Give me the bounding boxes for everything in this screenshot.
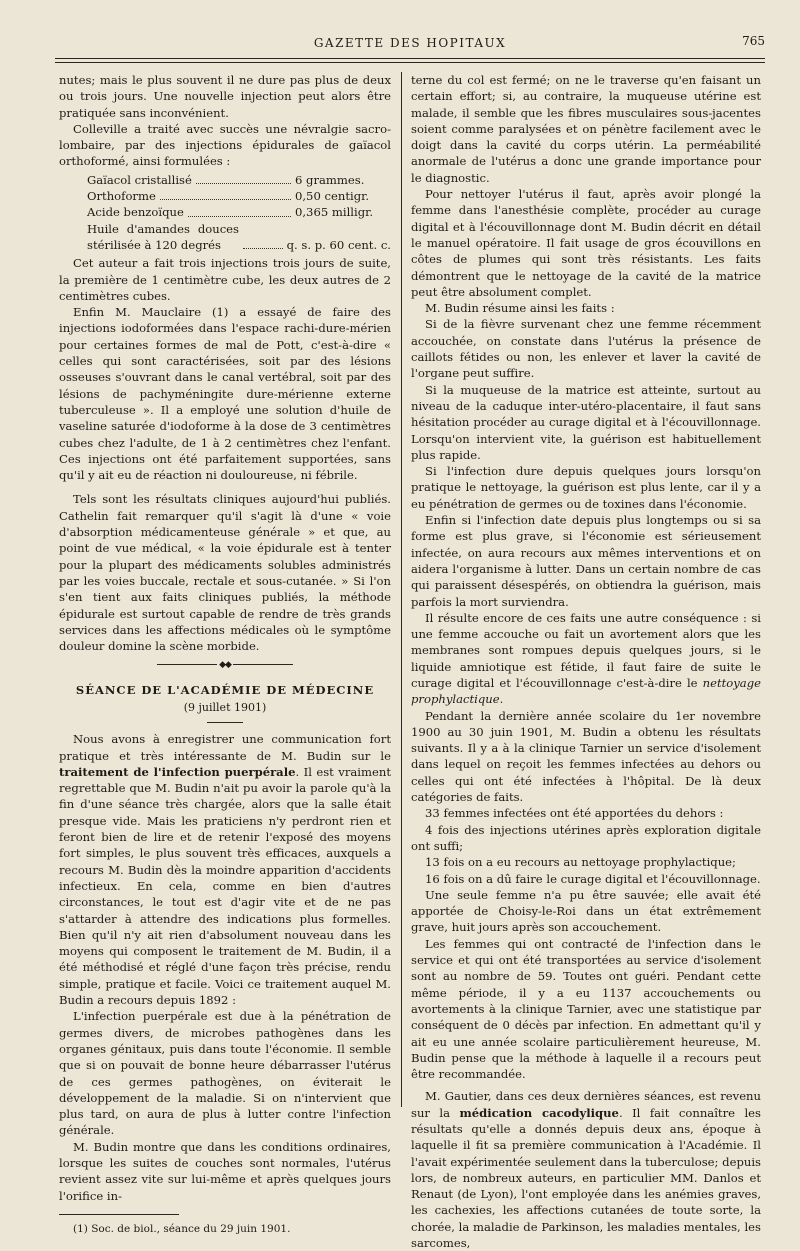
ingredient-quantity: 0,50 centigr. <box>295 189 370 204</box>
footnote-rule <box>59 1214 179 1215</box>
paragraph: 33 femmes infectées ont été apportées du dehors : <box>425 806 724 821</box>
paragraph: 16 fois on a dû faire le curage digital et l'écouvillonnage. <box>425 871 761 886</box>
left-column <box>59 72 391 1237</box>
paragraph: 4 fois des injections utérines après exploration digitale ont suffi; <box>411 822 761 853</box>
section-title: SÉANCE DE L'ACADÉMIE DE MÉDECINE <box>75 682 375 697</box>
paragraph: M. Budin résume ainsi les faits : <box>425 301 615 316</box>
running-title: GAZETTE DES HOPITAUX <box>313 36 507 50</box>
ingredient-name: Acide benzoïque <box>87 205 184 220</box>
paragraph: terne du col est fermé; on ne le traverse qu'en faisant un certain effort; si, au contraire, la muqueuse utérine est malade, il semble que les fibres musculaires sous-jacentes soient comme paralysées et on pénètre facilement avec le doigt dans la cavité du corps utérin. La perméabilité anormale de l'utérus a donc une grande importance pour le diagnostic. <box>411 73 761 185</box>
bold-term: médication cacodylique <box>459 1105 619 1120</box>
ingredient-quantity: 6 grammes. <box>295 172 365 187</box>
paragraph: Si de la fièvre survenant chez une femme récemment accouchée, on constate dans l'utérus la présence de caillots fétides ou non, les enlever et laver la cavité de l'organe peut suffire. <box>411 317 761 381</box>
text-run: Il résulte encore de ces faits une autre conséquence : si une femme accouche ou fait un avortement alors que les membranes sont rompues depuis quelques jours, si le liquide amniotique est fétide, il faut faire de suite le curage digital et l'écouvillonnage c'est-à-dire le <box>411 610 761 690</box>
paragraph: Enfin si l'infection date depuis plus longtemps ou si sa forme est plus grave, si l'économie est sérieusement infectée, on aura recours aux mêmes interventions et on aidera l'organisme à lutter. Dans un certain nombre de cas qui paraissent désespérés, on obtiendra la guérison, mais parfois la mort surviendra. <box>411 513 761 609</box>
leader-dots <box>196 172 291 184</box>
ingredient-name: Gaïacol cristallisé <box>87 172 192 187</box>
paragraph: nutes; mais le plus souvent il ne dure pas plus de deux ou trois jours. Une nouvelle injection peut alors être pratiquée sans inconvénient. <box>59 73 391 120</box>
formula-row <box>87 204 391 220</box>
leader-dots <box>243 248 283 249</box>
section-date: (9 juillet 1901) <box>183 700 267 714</box>
header-rule-top <box>55 58 765 59</box>
text-run: . Il fait connaître les résultats qu'elle a donnés depuis deux ans, époque à laquelle il fit sa première communication à l'Académie. Il l'avait expérimentée seulement dans la tuberculose; depuis lors, de nombreux auteurs, en particulier MM. Danlos et Renaut (de Lyon), l'ont employée dans les anémies graves, les cachexies, les affections cutanées de toute sorte, la chorée, la maladie de Parkinson, les maladies mentales, les sarcomes, <box>411 1105 761 1251</box>
bold-term: traitement de l'infection puerpérale <box>59 764 296 779</box>
text-run: Nous avons à enregistrer une communication fort pratique et très intéressante de M. Budin sur le <box>59 732 391 763</box>
ingredient-quantity: 0,365 milligr. <box>295 205 374 220</box>
page-header <box>55 34 765 54</box>
paragraph: 13 fois on a eu recours au nettoyage prophylactique; <box>425 855 736 870</box>
paragraph <box>59 731 391 1008</box>
ingredient-quantity: q. s. p. 60 cent. c. <box>286 237 391 252</box>
ingredient-name: Orthoforme <box>87 189 156 204</box>
paragraph: Tels sont les résultats cliniques aujourd'hui publiés. Cathelin fait remarquer qu'il s'agit là d'une « voie d'absorption médicamenteuse générale » et que, au point de vue médical, « la voie épidurale est à tenter pour la plupart des médicaments solubles administrés par les voies buccale, rectale et sous-cutanée. » Si l'on s'en tient aux faits cliniques publiés, la méthode épidurale est surtout capable de rendre de très grands services dans les affections médicales où le symptôme douleur domine la scène morbide. <box>59 492 391 654</box>
paragraph: Enfin M. Mauclaire (1) a essayé de faire des injections iodoformées dans l'espace rachi-dure-mérien pour certaines formes de mal de Pott, c'est-à-dire « celles qui sont caractérisées, soit par des lésions osseuses s'ouvrant dans le canal vertébral, soit par des lésions de pachyméningite dure-mérienne externe tuberculeuse ». Il a employé une solution d'huile de vaseline saturée d'iodoforme à la dose de 3 centimètres cubes chez l'adulte, de 1 à 2 centimètres chez l'enfant. Ces injections ont été parfaitement supportées, sans qu'il y ait eu de réaction ni douloureuse, ni fébrile. <box>59 305 391 483</box>
footnote: (1) Soc. de biol., séance du 29 juin 1901. <box>73 1222 291 1235</box>
column-divider <box>401 72 402 1107</box>
formula-row <box>87 188 391 204</box>
paragraph: Pour nettoyer l'utérus il faut, après avoir plongé la femme dans l'anesthésie complète, procéder au curage digital et à l'écouvillonnage dont M. Budin décrit en détail le manuel opératoire. Il fait usage de gros écouvillons en côtes de plumes qui sont très résistants. Les faits démontrent que le nettoyage de la cavité de la matrice peut être absolument complet. <box>411 187 761 299</box>
text-run: M. Gautier, dans ces deux dernières séances, est revenu sur la <box>411 1089 761 1120</box>
section-separator: ◆◆ <box>59 657 391 673</box>
paragraph: Colleville a traité avec succès une névralgie sacro-lombaire, par des injections épidurales de gaïacol orthoformé, ainsi formulées : <box>59 121 391 169</box>
paragraph: Une seule femme n'a pu être sauvée; elle avait été apportée de Choisy-le-Roi dans un état extrêmement grave, huit jours après son accouchement. <box>411 887 761 935</box>
formula-list <box>87 172 391 253</box>
paragraph: L'infection puerpérale est due à la pénétration de germes divers, de microbes pathogènes dans les organes génitaux, puis dans toute l'économie. Il semble que si on pouvait de bonne heure débarrasser l'utérus de ces germes pathogènes, on éviterait le développement de la maladie. Si on n'intervient que plus tard, on aura de plus à lutter contre l'infection générale. <box>59 1009 391 1138</box>
paragraph: Cet auteur a fait trois injections trois jours de suite, la première de 1 centimètre cube, les deux autres de 2 centimètres cubes. <box>59 256 391 303</box>
paragraph: Si la muqueuse de la matrice est atteinte, surtout au niveau de la caduque inter-utéro-placentaire, il faut sans hésitation procéder au curage digital et à l'écouvillonnage. Lorsqu'on intervient vite, la guérison est habituellement plus rapide. <box>411 382 761 462</box>
header-rule-bottom <box>55 62 765 63</box>
paragraph <box>411 610 761 708</box>
right-column <box>411 72 761 1251</box>
text-run: . Il est vraiment regrettable que M. Budin n'ait pu avoir la parole qu'à la fin d'une séance très chargée, alors que la salle était presque vide. Mais les praticiens n'y perdront rien et feront bien de lire et de retenir l'exposé des moyens fort simples, le plus souvent très efficaces, auxquels a recours M. Budin dès la moindre apparition d'accidents infectieux. En cela, comme en bien d'autres circonstances, le tout est d'agir vite et de ne pas s'attarder à attendre des indications plus formelles. Bien qu'il n'y ait rien d'absolument nouveau dans les moyens qui composent le traitement de M. Budin, il a été méthodisé et réglé d'une façon très précise, rendu simple, pratique et facile. Voici ce traitement auquel M. Budin a recours depuis 1892 : <box>59 764 391 1008</box>
paragraph: Si l'infection dure depuis quelques jours lorsqu'on pratique le nettoyage, la guérison est plus lente, car il y a eu pénétration de germes ou de toxines dans l'économie. <box>411 464 761 511</box>
formula-row <box>87 221 391 254</box>
ingredient-name: Huile d'amandes douces stérilisée à 120 degrés <box>87 221 239 252</box>
text-run: . <box>499 692 504 707</box>
leader-dots <box>188 204 291 216</box>
paragraph: M. Budin montre que dans les conditions ordinaires, lorsque les suites de couches sont normales, l'utérus revient assez vite sur lui-même et après quelques jours l'orifice in- <box>59 1139 391 1203</box>
formula-row <box>87 172 391 188</box>
italic-term: nettoyage prophylactique <box>411 675 761 707</box>
paragraph: Les femmes qui ont contracté de l'infection dans le service et qui ont été transportées au service d'isolement sont au nombre de 59. Toutes ont guéri. Pendant cette même période, il y a eu 1137 accouchements ou avortements à la clinique Tarnier, avec une statistique par conséquent de 0 décès par infection. En admettant qu'il y ait eu une année scolaire particulièrement heureuse, M. Budin pense que la méthode à laquelle il a recours peut être recommandée. <box>411 936 761 1082</box>
page-number: 765 <box>742 34 765 48</box>
paragraph: Pendant la dernière année scolaire du 1er novembre 1900 au 30 juin 1901, M. Budin a obtenu les résultats suivants. Il y a à la clinique Tarnier un service d'isolement dans lequel on reçoit les femmes infectées au dehors ou celles qui ont été infectées à l'hôpital. De là deux catégories de faits. <box>411 708 761 805</box>
paragraph <box>411 1088 761 1251</box>
leader-dots <box>160 188 291 200</box>
short-rule <box>207 722 243 723</box>
